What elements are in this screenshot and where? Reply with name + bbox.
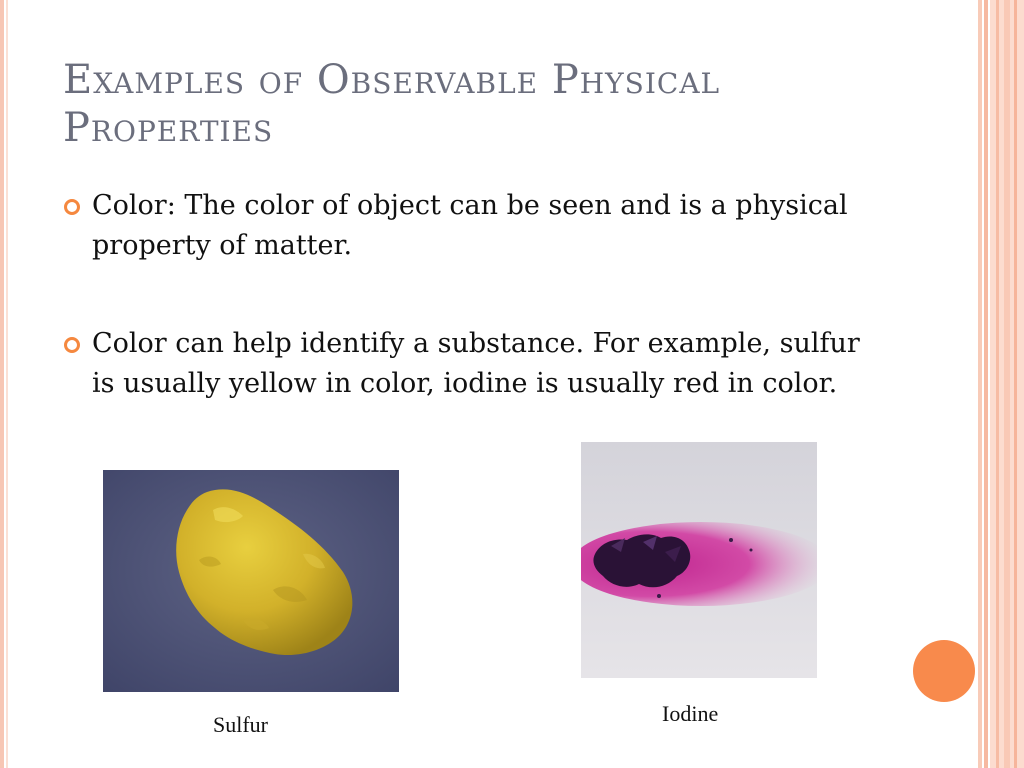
right-decor-stripe <box>996 0 999 768</box>
accent-circle-decoration <box>913 640 975 702</box>
sulfur-caption: Sulfur <box>213 712 268 737</box>
bullet-ring-icon <box>64 337 80 353</box>
iodine-caption: Iodine <box>662 701 719 726</box>
right-decor-stripe <box>1014 0 1017 768</box>
bullet-text: Color can help identify a substance. For example, sulfur is usually yellow in color, iodine is usually red in color. <box>92 328 860 399</box>
bullet-item <box>62 324 862 404</box>
left-border-stripe-inner <box>6 0 8 768</box>
right-decor-stripe <box>978 0 982 768</box>
bullet-ring-icon <box>64 199 80 215</box>
right-decor-stripe <box>1004 0 1010 768</box>
bullet-item <box>62 186 862 266</box>
bullet-list <box>62 186 862 404</box>
left-border-stripe <box>0 0 4 768</box>
bullet-text: Color: The color of object can be seen and is a physical property of matter. <box>92 190 848 261</box>
iodine-image <box>581 442 817 678</box>
slide-title: Examples of Observable Physical Properties <box>63 57 721 151</box>
right-decor-stripe <box>984 0 988 768</box>
sulfur-image <box>103 470 399 692</box>
